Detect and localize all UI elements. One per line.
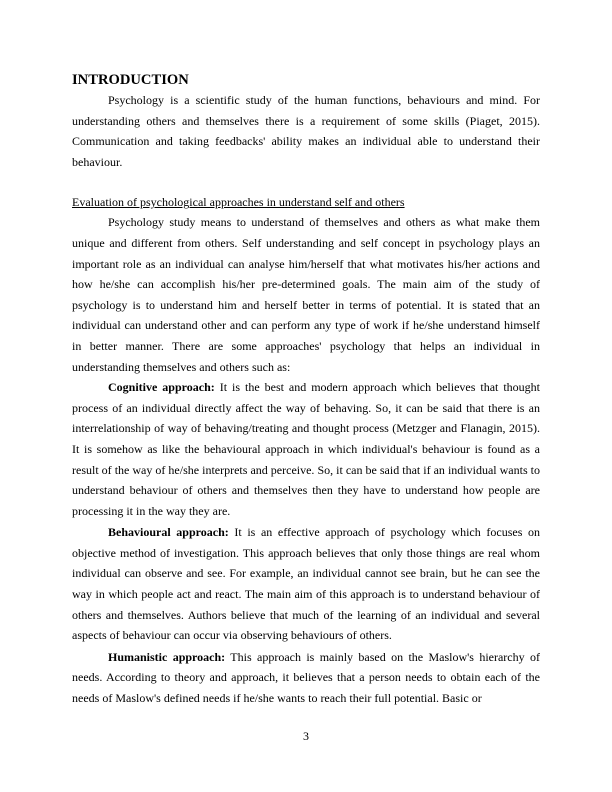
document-page [72,70,540,709]
approach-label: Humanistic approach: [108,649,226,664]
approach-label: Cognitive approach: [108,380,215,395]
approach-text: It is the best and modern approach which believes that thought process of an individual directly affect the way of behaving. So, it can be said that there is an interrelationship of way of behaving/treating and thought process (Metzger and Flanagin, 2015). It is somehow as like the behavioural approach in which individual's behaviour is found as a result of the way of he/she interprets and perceive. So, it can be said that if an individual wants to understand behaviour of others and themselves then they have to understand how people are processing it in the way they are. [72,380,540,518]
approach-paragraph-behavioural [72,522,540,646]
page-number: 3 [303,729,309,743]
spacer [72,172,540,192]
page-heading: INTRODUCTION [72,72,189,88]
section-title: Evaluation of psychological approaches in understand self and others [72,195,405,210]
approach-paragraph-cognitive [72,377,540,521]
approach-label: Behavioural approach: [108,525,229,540]
approach-text: This approach is mainly based on the Maslow's hierarchy of needs. According to theory and approach, it believes that a person needs to obtain each of the needs of Maslow's defined needs if he/she wants to reach their full potential. Basic or [72,649,540,706]
approach-paragraph-humanistic [72,647,540,709]
approach-text: It is an effective approach of psychology which focuses on objective method of investigation. This approach believes that only those things are real whom individual can observe and see. For example, an individual cannot see brain, but he can see the way in which people act and react. The main aim of this approach is to understand behaviour of others and themselves. Authors believe that much of the learning of an individual and several aspects of behaviour can occur via observing behaviours of others. [72,525,540,643]
intro-paragraph: Psychology is a scientific study of the human functions, behaviours and mind. For understanding others and themselves there is a requirement of some skills (Piaget, 2015). Communication and taking feedbacks' ability makes an individual able to understand their behaviour. [72,93,540,169]
section-paragraph: Psychology study means to understand of themselves and others as what make them unique and different from others. Self understanding and self concept in psychology plays an important role as an individual can analyse him/herself that what motivates his/her actions and how he/she can accomplish his/her pre-determined goals. The main aim of the study of psychology is to understand him and herself better in terms of potential. It is stated that an individual can understand other and can perform any type of work if he/she understand himself in better manner. There are some approaches' psychology that helps an individual in understanding themselves and others such as: [72,215,540,374]
